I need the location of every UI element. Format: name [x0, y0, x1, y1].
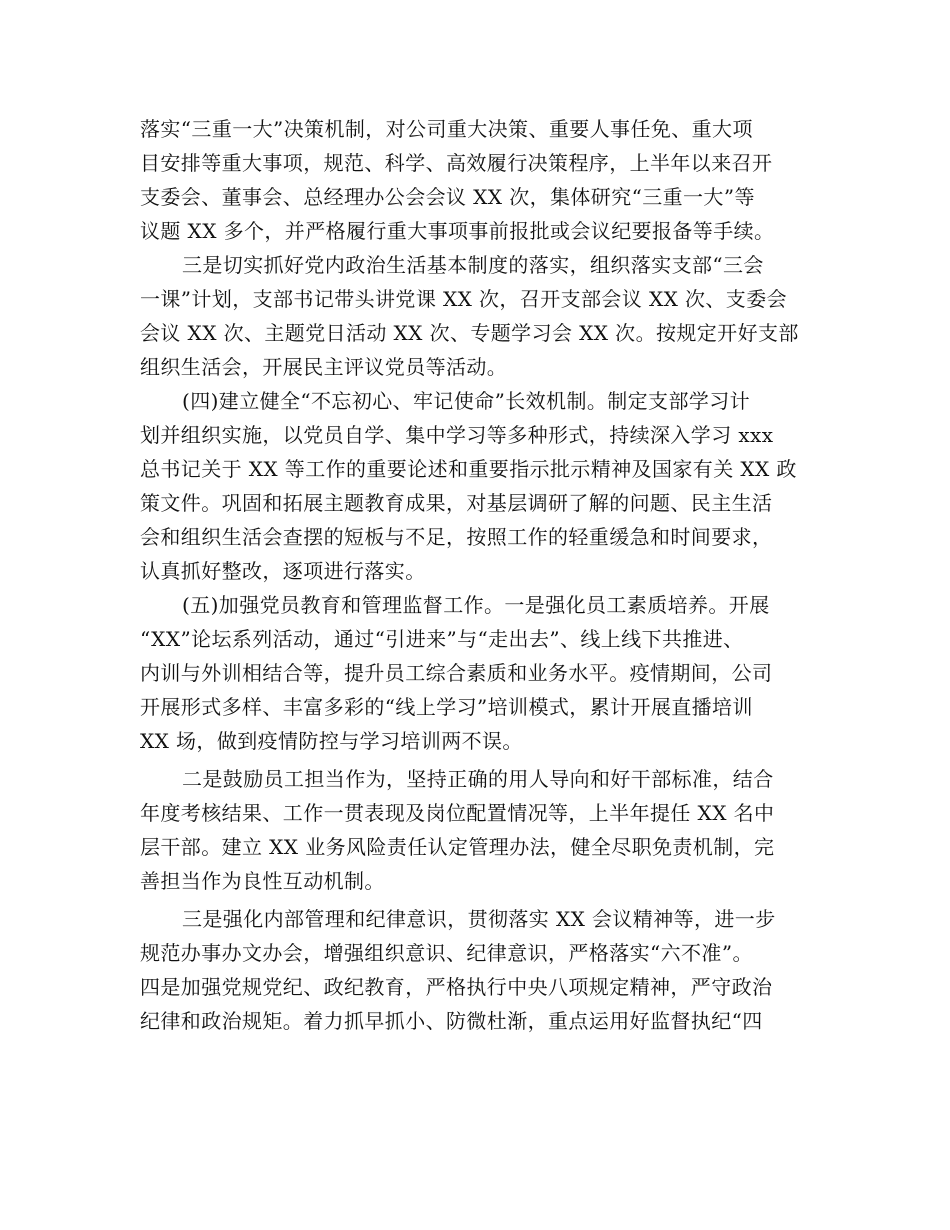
text-line: 议题 XX 多个，并严格履行重大事项事前报批或会议纪要报备等手续。	[140, 219, 775, 243]
paragraph-first-line: (四)建立健全“不忘初心、牢记使命”长效机制。制定支部学习计	[182, 389, 751, 413]
text-line: 会议 XX 次、主题党日活动 XX 次、专题学习会 XX 次。按规定开好支部	[140, 321, 799, 345]
paragraph-first-line: 三是切实抓好党内政治生活基本制度的落实，组织落实支部“三会	[182, 253, 764, 277]
text-line: 落实“三重一大”决策机制，对公司重大决策、重要人事任免、重大项	[140, 117, 753, 141]
paragraph-first-line: (五)加强党员教育和管理监督工作。一是强化员工素质培养。开展	[182, 593, 770, 617]
paragraph-first-line: 三是强化内部管理和纪律意识，贯彻落实 XX 会议精神等，进一步	[182, 907, 776, 931]
text-line: 开展形式多样、丰富多彩的“线上学习”培训模式，累计开展直播培训	[140, 695, 753, 719]
text-line: “XX”论坛系列活动，通过“引进来”与“走出去”、线上线下共推进、	[140, 627, 744, 651]
paragraph-first-line: 二是鼓励员工担当作为，坚持正确的用人导向和好干部标准，结合	[182, 767, 774, 791]
text-line: 内训与外训相结合等，提升员工综合素质和业务水平。疫情期间，公司	[140, 661, 773, 685]
text-line: XX 场，做到疫情防控与学习培训两不误。	[140, 729, 523, 753]
text-line: 支委会、董事会、总经理办公会会议 XX 次，集体研究“三重一大”等	[140, 185, 755, 209]
text-line: 总书记关于 XX 等工作的重要论述和重要指示批示精神及国家有关 XX 政	[140, 457, 797, 481]
text-line: 规范办事办文办会，增强组织意识、纪律意识，严格落实“六不准”。	[140, 941, 753, 965]
text-line: 认真抓好整改，逐项进行落实。	[140, 559, 426, 583]
text-line: 纪律和政治规矩。着力抓早抓小、防微杜渐，重点运用好监督执纪“四	[140, 1009, 763, 1033]
text-line: 一课”计划，支部书记带头讲党课 XX 次，召开支部会议 XX 次、支委会	[140, 287, 788, 311]
text-line: 会和组织生活会查摆的短板与不足，按照工作的轻重缓急和时间要求，	[140, 525, 773, 549]
document-body	[140, 112, 812, 1038]
text-line: 善担当作为良性互动机制。	[140, 869, 385, 893]
text-line: 目安排等重大事项，规范、科学、高效履行决策程序，上半年以来召开	[140, 151, 773, 175]
text-line: 层干部。建立 XX 业务风险责任认定管理办法，健全尽职免责机制，完	[140, 835, 775, 859]
text-line: 策文件。巩固和拓展主题教育成果，对基层调研了解的问题、民主生活	[140, 491, 773, 515]
text-line: 年度考核结果、工作一贯表现及岗位配置情况等，上半年提任 XX 名中	[140, 801, 775, 825]
text-line: 组织生活会，开展民主评议党员等活动。	[140, 355, 508, 379]
text-line: 四是加强党规党纪、政纪教育，严格执行中央八项规定精神，严守政治	[140, 975, 773, 999]
text-line: 划并组织实施，以党员自学、集中学习等多种形式，持续深入学习 xxx	[140, 423, 774, 447]
